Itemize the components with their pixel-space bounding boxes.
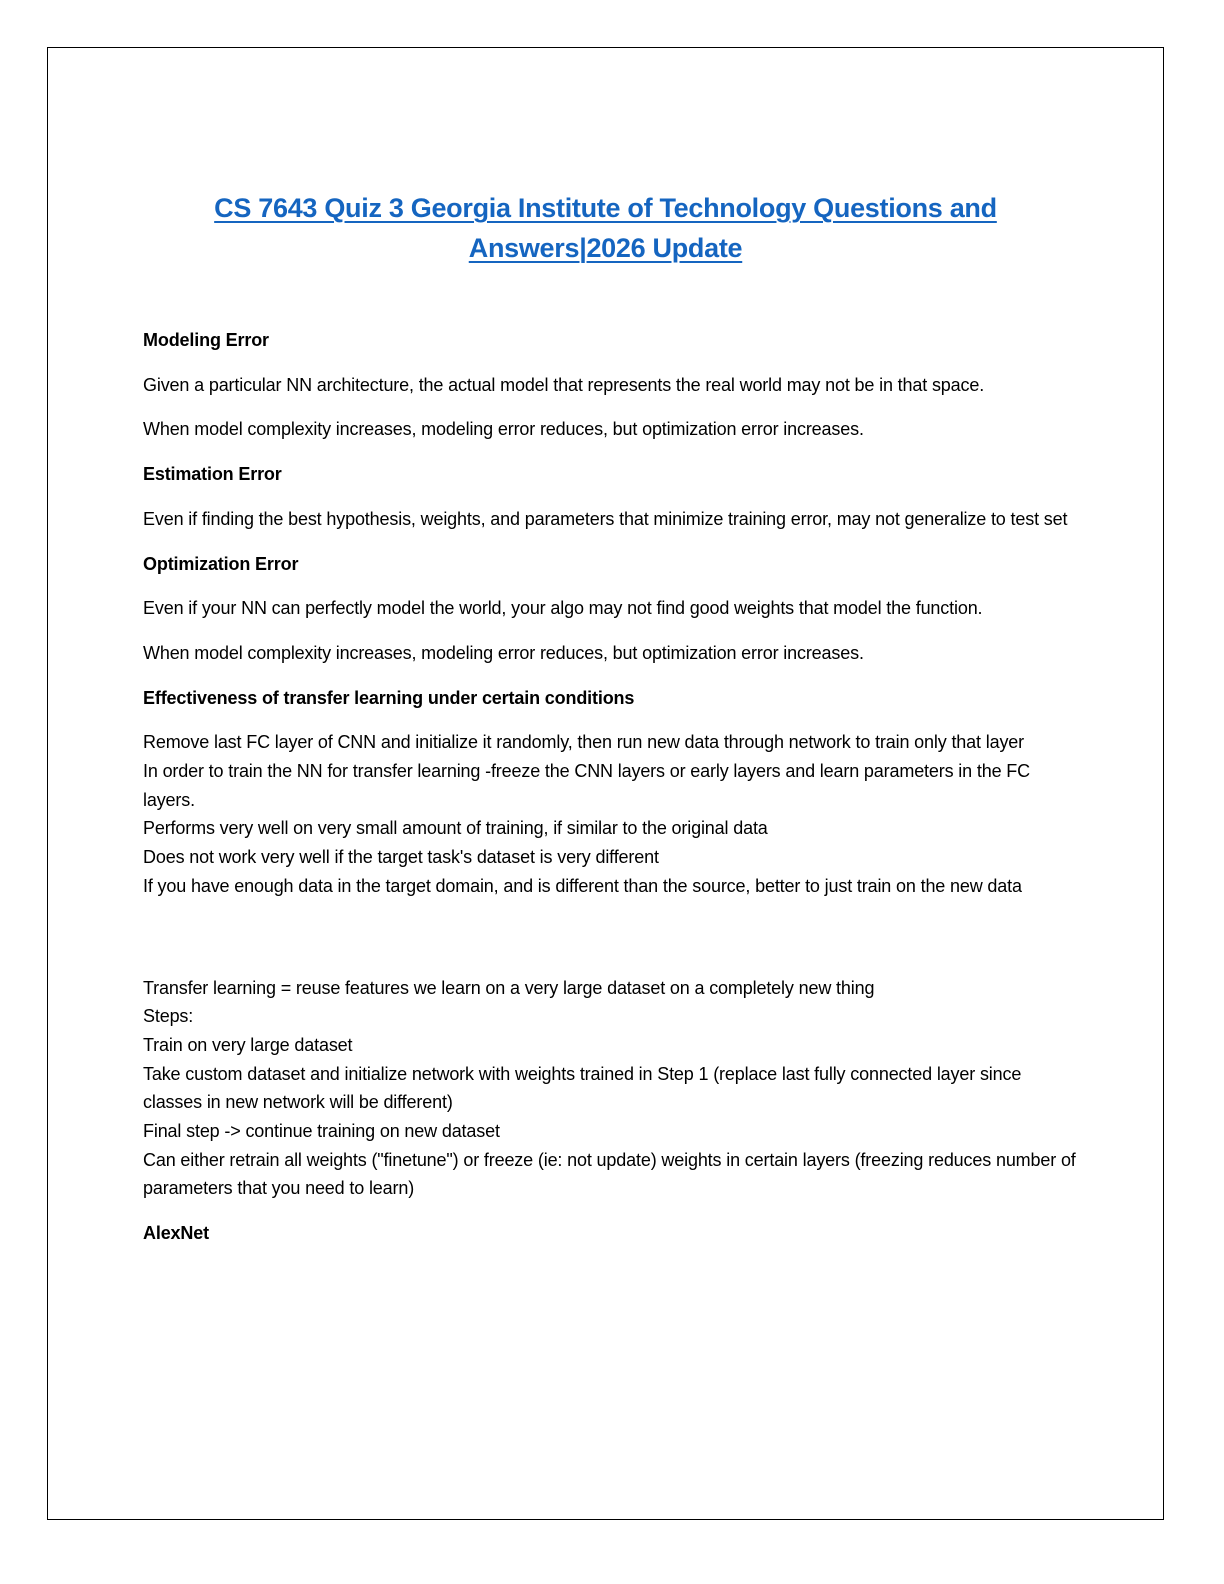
heading-modeling-error: Modeling Error [143, 330, 269, 350]
text-line: Does not work very well if the target task's dataset is very different [143, 847, 659, 868]
text-line: If you have enough data in the target domain, and is different than the source, better to just train on the new data [143, 875, 1022, 896]
text-line: Remove last FC layer of CNN and initialize it randomly, then run new data through network to train only that layer [143, 732, 1024, 753]
optimization-error-paragraph-2: When model complexity increases, modeling error reduces, but optimization error increases. [143, 642, 864, 663]
title-link[interactable] [214, 193, 997, 263]
text-line: Train on very large dataset [143, 1034, 353, 1055]
estimation-error-paragraph: Even if finding the best hypothesis, weights, and parameters that minimize training error, may not generalize to test set [143, 508, 1068, 529]
transfer-learning-steps [143, 974, 1083, 1204]
text-line: Transfer learning = reuse features we learn on a very large dataset on a completely new thing [143, 977, 875, 998]
optimization-error-paragraph-1: Even if your NN can perfectly model the world, your algo may not find good weights that model the function. [143, 598, 983, 619]
modeling-error-paragraph-1: Given a particular NN architecture, the actual model that represents the real world may not be in that space. [143, 374, 985, 395]
heading-transfer-learning: Effectiveness of transfer learning under certain conditions [143, 687, 635, 708]
spacer [143, 917, 1083, 974]
text-line: Performs very well on very small amount of training, if similar to the original data [143, 818, 768, 839]
heading-optimization-error: Optimization Error [143, 553, 299, 574]
heading-estimation-error: Estimation Error [143, 464, 282, 485]
text-line: Final step -> continue training on new dataset [143, 1121, 500, 1142]
document-body [143, 326, 1083, 1264]
title-line-2: Answers|2026 Update [468, 233, 743, 263]
heading-alexnet: AlexNet [143, 1223, 209, 1244]
modeling-error-paragraph-2: When model complexity increases, modeling error reduces, but optimization error increases. [143, 419, 864, 440]
text-line: In order to train the NN for transfer learning -freeze the CNN layers or early layers and learn parameters in the FC layers. [143, 761, 1030, 810]
text-line: Can either retrain all weights ("finetune") or freeze (ie: not update) weights in certain layers (freezing reduces number of parameters that you need to learn) [143, 1149, 1076, 1199]
text-line: Take custom dataset and initialize network with weights trained in Step 1 (replace last fully connected layer since classes in new network will be different) [143, 1063, 1022, 1113]
transfer-learning-conditions [143, 728, 1083, 900]
text-line: Steps: [143, 1006, 194, 1027]
title-line-1: CS 7643 Quiz 3 Georgia Institute of Technology Questions and [214, 193, 997, 223]
document-title [140, 188, 1071, 268]
